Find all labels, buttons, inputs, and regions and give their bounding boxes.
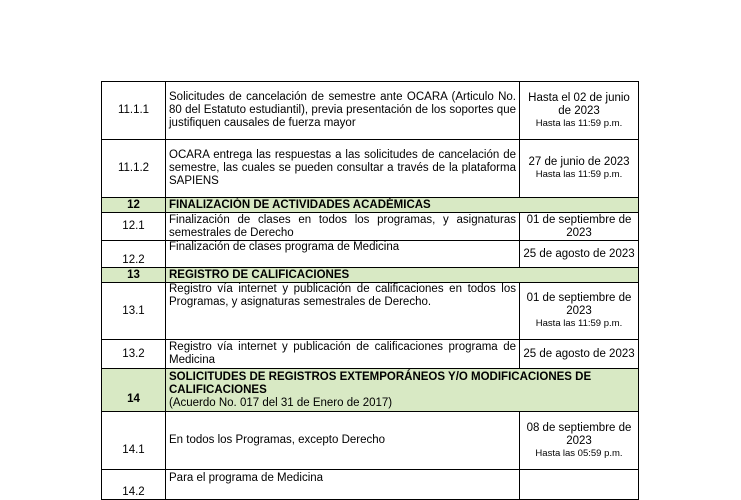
item-description: Solicitudes de cancelación de semestre ante OCARA (Articulo No. 80 del Estatuto estudiantil), previa presentación de los soportes que justifiquen causales de fuerza mayor xyxy=(166,82,520,140)
item-description: Finalización de clases programa de Medicina xyxy=(166,241,520,268)
item-time: Hasta las 11:59 p.m. xyxy=(535,117,623,129)
item-time: Hasta las 05:59 p.m. xyxy=(535,447,623,459)
table-row xyxy=(102,283,639,340)
section-row xyxy=(102,268,639,283)
item-number: 13.2 xyxy=(102,340,166,369)
section-title-cell xyxy=(166,369,639,412)
item-date-cell xyxy=(520,241,639,268)
item-number: 14.2 xyxy=(102,470,166,500)
item-date-cell xyxy=(520,340,639,369)
section-number: 14 xyxy=(102,369,166,412)
table-row xyxy=(102,241,639,268)
item-date-cell xyxy=(520,412,639,470)
calendar-table xyxy=(101,81,639,500)
section-title: SOLICITUDES DE REGISTROS EXTEMPORÁNEOS Y/O MODIFICACIONES DE CALIFICACIONES xyxy=(169,370,592,396)
item-date: 25 de agosto de 2023 xyxy=(523,347,635,360)
section-number: 13 xyxy=(102,268,166,283)
table-row xyxy=(102,412,639,470)
item-date-cell xyxy=(520,470,639,500)
item-date-cell xyxy=(520,140,639,198)
section-title: FINALIZACIÓN DE ACTIVIDADES ACADÉMICAS xyxy=(166,198,639,213)
item-date: 01 de septiembre de 2023 xyxy=(526,213,632,239)
item-description: Registro vía internet y publicación de calificaciones en todos los Programas, y asignaturas semestrales de Derecho. xyxy=(166,283,520,340)
item-number: 12.2 xyxy=(102,241,166,268)
section-number: 12 xyxy=(102,198,166,213)
table-row xyxy=(102,82,639,140)
item-description: En todos los Programas, excepto Derecho xyxy=(166,412,520,470)
section-note: (Acuerdo No. 017 del 31 de Enero de 2017) xyxy=(169,396,393,409)
table-row xyxy=(102,140,639,198)
item-time: Hasta las 11:59 p.m. xyxy=(535,318,623,329)
item-date: 27 de junio de 2023 xyxy=(528,156,630,168)
item-date: 01 de septiembre de 2023 xyxy=(526,292,632,317)
item-date-cell xyxy=(520,213,639,241)
table-row xyxy=(102,213,639,241)
item-number: 11.1.1 xyxy=(102,82,166,140)
item-time: Hasta las 11:59 p.m. xyxy=(535,169,623,180)
item-number: 13.1 xyxy=(102,283,166,340)
section-title: REGISTRO DE CALIFICACIONES xyxy=(166,268,639,283)
item-description: Para el programa de Medicina xyxy=(166,470,520,500)
table-row xyxy=(102,470,639,500)
item-date: Hasta el 02 de junio de 2023 xyxy=(528,91,630,117)
item-number: 14.1 xyxy=(102,412,166,470)
section-row xyxy=(102,369,639,412)
item-number: 12.1 xyxy=(102,213,166,241)
section-row xyxy=(102,198,639,213)
item-date: 25 de agosto de 2023 xyxy=(523,247,635,260)
item-date-cell xyxy=(520,283,639,340)
item-date: 08 de septiembre de 2023 xyxy=(526,421,632,447)
item-number: 11.1.2 xyxy=(102,140,166,198)
item-description: Finalización de clases en todos los programas, y asignaturas semestrales de Derecho xyxy=(166,213,520,241)
item-date-cell xyxy=(520,82,639,140)
item-description: OCARA entrega las respuestas a las solicitudes de cancelación de semestre, las cuales se pueden consultar a través de la plataforma SAPIENS xyxy=(166,140,520,198)
table-row xyxy=(102,340,639,369)
item-description: Registro vía internet y publicación de calificaciones programa de Medicina xyxy=(166,340,520,369)
